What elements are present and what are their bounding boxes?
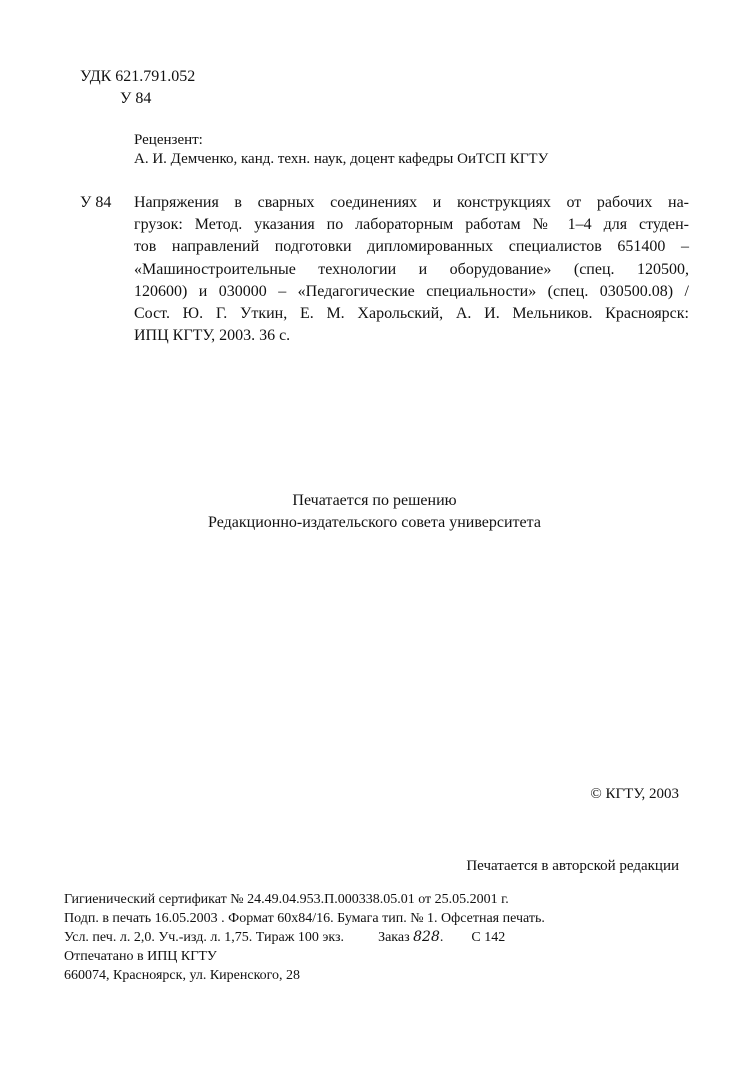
- author-mark: У 84: [120, 90, 152, 107]
- page-code: С 142: [471, 930, 506, 945]
- bibliography-line: Напряжения в сварных соединениях и конструкциях от рабочих на-: [134, 194, 689, 211]
- order-suffix: .: [439, 930, 444, 945]
- print-sheets: Усл. печ. л. 2,0. Уч.-изд. л. 1,75. Тираж 100 экз.: [64, 930, 345, 945]
- reviewer-label: Рецензент:: [134, 132, 203, 148]
- bibliography-line: грузок: Метод. указания по лабораторным работам № 1–4 для студен-: [134, 216, 689, 234]
- bibliography-author-mark: У 84: [80, 194, 112, 211]
- edition-note: Печатается в авторской редакции: [466, 858, 679, 874]
- printed-at: Отпечатано в ИПЦ КГТУ: [64, 949, 217, 964]
- bibliography-line: ИПЦ КГТУ, 2003. 36 с.: [134, 327, 291, 345]
- bibliography-line: «Машиностроительные технологии и оборудование» (спец. 120500,: [134, 260, 689, 278]
- bibliography-line: тов направлений подготовки дипломированных специалистов 651400 –: [134, 238, 689, 256]
- print-sheets-row: [64, 928, 545, 947]
- hygiene-certificate: Гигиенический сертификат № 24.49.04.953.П.000338.05.01 от 25.05.2001 г.: [64, 892, 509, 907]
- bibliography-line: 120600) и 030000 – «Педагогические специальности» (спец. 030500.08) /: [134, 282, 689, 300]
- print-info: Подп. в печать 16.05.2003 . Формат 60х84/16. Бумага тип. № 1. Офсетная печать.: [64, 911, 545, 926]
- bibliographic-description: [134, 192, 689, 347]
- order-label: Заказ: [378, 930, 410, 945]
- bibliography-line: Сост. Ю. Г. Уткин, Е. М. Харольский, А. И. Мельников. Красноярск:: [134, 305, 689, 323]
- reviewer-name: А. И. Демченко, канд. техн. наук, доцент кафедры ОиТСП КГТУ: [134, 151, 549, 167]
- copyright: © КГТУ, 2003: [590, 786, 679, 802]
- printer-address: 660074, Красноярск, ул. Киренского, 28: [64, 968, 301, 983]
- publication-decision-line-1: Печатается по решению: [292, 492, 457, 509]
- udk-index: УДК 621.791.052: [80, 68, 196, 85]
- imprint-block: [64, 890, 545, 985]
- order-number: 828: [413, 929, 440, 945]
- publication-decision-line-2: Редакционно-издательского совета университета: [208, 514, 541, 531]
